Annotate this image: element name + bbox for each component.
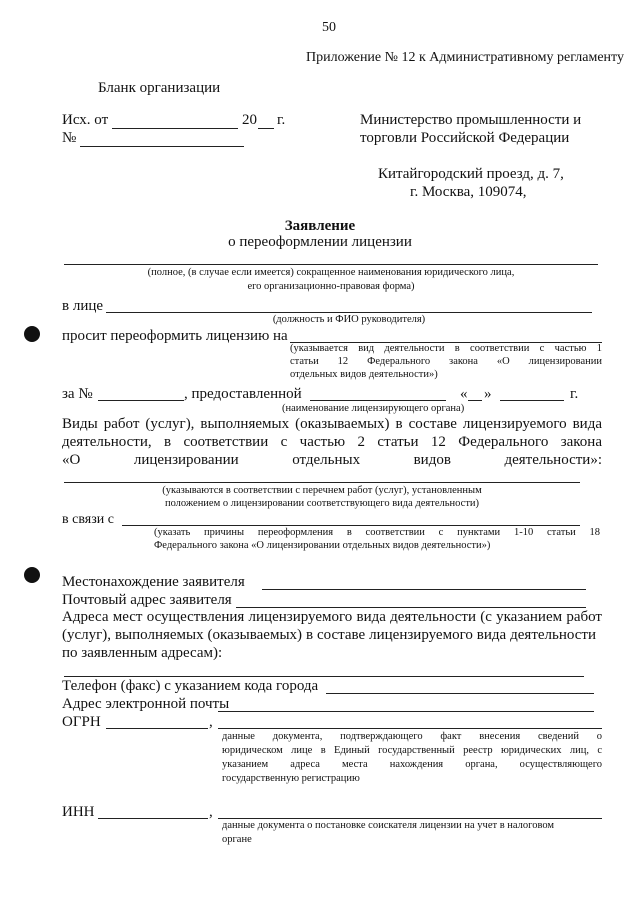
recipient-address2: г. Москва, 109074, bbox=[410, 184, 527, 200]
date-day-line[interactable] bbox=[468, 400, 482, 401]
license-number-label: за № bbox=[62, 386, 93, 402]
in-person-label: в лице bbox=[62, 298, 104, 314]
email-label: Адрес электронной почты bbox=[62, 696, 230, 712]
recipient-line1: Министерство промышленности и bbox=[360, 112, 582, 128]
ogrn-doc-line[interactable] bbox=[218, 728, 602, 729]
applicant-hint-2: его организационно-правовая форма) bbox=[247, 281, 415, 292]
phone-label: Телефон (факс) с указанием кода города bbox=[62, 678, 319, 694]
works-text-3: «О лицензировании отдельных видов деятельности»: bbox=[62, 452, 602, 468]
outgoing-date-line[interactable] bbox=[112, 128, 238, 129]
reason-label: в связи с bbox=[62, 512, 114, 527]
hole-punch-1 bbox=[24, 326, 40, 342]
outgoing-number-line[interactable] bbox=[80, 146, 244, 147]
location-line[interactable] bbox=[262, 589, 586, 590]
reason-hint-1: (указать причины переоформления в соответствии с пунктами 1-10 статьи 18 bbox=[154, 527, 600, 538]
applicant-hint-1: (полное, (в случае если имеется) сокращенное наименования юридического лица, bbox=[147, 267, 515, 278]
appendix-note: Приложение № 12 к Административному регламенту bbox=[306, 50, 624, 65]
page-number: 50 bbox=[322, 20, 336, 35]
outgoing-number-label: № bbox=[62, 130, 77, 146]
addresses-text-2: (услуг), выполняемых (оказываемых) в составе лицензируемого вида деятельности bbox=[62, 627, 596, 643]
reason-hint-2: Федерального закона «О лицензировании отдельных видов деятельности») bbox=[154, 540, 491, 551]
outgoing-year-prefix: 20 bbox=[242, 112, 257, 128]
date-year-suffix: г. bbox=[570, 386, 579, 402]
recipient-line2: торговли Российской Федерации bbox=[360, 130, 570, 146]
ogrn-hint-4: государственную регистрацию bbox=[222, 773, 360, 784]
reason-line[interactable] bbox=[122, 525, 580, 526]
in-person-hint: (должность и ФИО руководителя) bbox=[272, 314, 426, 325]
date-quote-close: » bbox=[484, 386, 492, 402]
inn-hint-2: органе bbox=[222, 834, 252, 845]
location-label: Местонахождение заявителя bbox=[62, 574, 245, 590]
org-blank-label: Бланк организации bbox=[98, 80, 221, 96]
request-hint-2: статьи 12 Федерального закона «О лицензировании bbox=[290, 356, 602, 367]
inn-label: ИНН bbox=[62, 804, 95, 820]
document-title: Заявление bbox=[284, 218, 356, 234]
inn-hint-1: данные документа о постановке соискателя лицензии на учет в налоговом bbox=[222, 820, 555, 831]
ogrn-comma: , bbox=[209, 714, 213, 730]
in-person-line[interactable] bbox=[106, 312, 592, 313]
inn-comma: , bbox=[209, 804, 213, 820]
ogrn-hint-1: данные документа, подтверждающего факт внесения сведений о bbox=[222, 731, 602, 742]
works-text-1: Виды работ (услуг), выполняемых (оказываемых) в составе лицензируемого вида bbox=[62, 416, 602, 432]
addresses-line[interactable] bbox=[64, 676, 584, 677]
phone-line[interactable] bbox=[326, 693, 594, 694]
ogrn-hint-3: указанием адреса места нахождения органа, осуществляющего bbox=[222, 759, 602, 770]
outgoing-year-line[interactable] bbox=[258, 128, 274, 129]
ogrn-number-line[interactable] bbox=[106, 728, 208, 729]
addresses-text-3: по заявленным адресам): bbox=[62, 645, 223, 661]
email-line[interactable] bbox=[218, 711, 594, 712]
hole-punch-2 bbox=[24, 567, 40, 583]
provided-label: , предоставленной bbox=[184, 386, 302, 402]
ogrn-label: ОГРН bbox=[62, 714, 101, 730]
outgoing-ref-label: Исх. от bbox=[62, 112, 109, 128]
request-hint-3: отдельных видов деятельности») bbox=[290, 369, 438, 380]
addresses-text-1: Адреса мест осуществления лицензируемого вида деятельности (с указанием работ bbox=[62, 609, 602, 625]
works-line[interactable] bbox=[64, 482, 580, 483]
date-month-line[interactable] bbox=[500, 400, 564, 401]
postal-line[interactable] bbox=[236, 607, 586, 608]
request-label: просит переоформить лицензию на bbox=[62, 328, 288, 344]
licensing-body-hint: (наименование лицензирующего органа) bbox=[282, 403, 465, 414]
postal-label: Почтовый адрес заявителя bbox=[62, 592, 232, 608]
works-hint-2: положением о лицензировании соответствующего вида деятельности) bbox=[164, 498, 480, 509]
date-quote-open: « bbox=[460, 386, 468, 402]
outgoing-year-suffix: г. bbox=[277, 112, 286, 128]
document-subtitle: о переоформлении лицензии bbox=[228, 234, 412, 250]
inn-doc-line[interactable] bbox=[218, 818, 602, 819]
ogrn-hint-2: юридическом лице в Единый государственный реестр юридических лиц, с bbox=[222, 745, 602, 756]
works-hint-1: (указываются в соответствии с перечнем работ (услуг), установленным bbox=[162, 485, 482, 496]
recipient-address1: Китайгородский проезд, д. 7, bbox=[378, 166, 564, 182]
license-number-line[interactable] bbox=[98, 400, 184, 401]
applicant-name-line[interactable] bbox=[64, 264, 598, 265]
request-hint-1: (указывается вид деятельности в соответствии с частью 1 bbox=[290, 343, 602, 354]
works-text-2: деятельности, в соответствии с частью 2 статьи 12 Федерального закона bbox=[62, 434, 602, 450]
licensing-body-line[interactable] bbox=[310, 400, 446, 401]
inn-number-line[interactable] bbox=[98, 818, 208, 819]
